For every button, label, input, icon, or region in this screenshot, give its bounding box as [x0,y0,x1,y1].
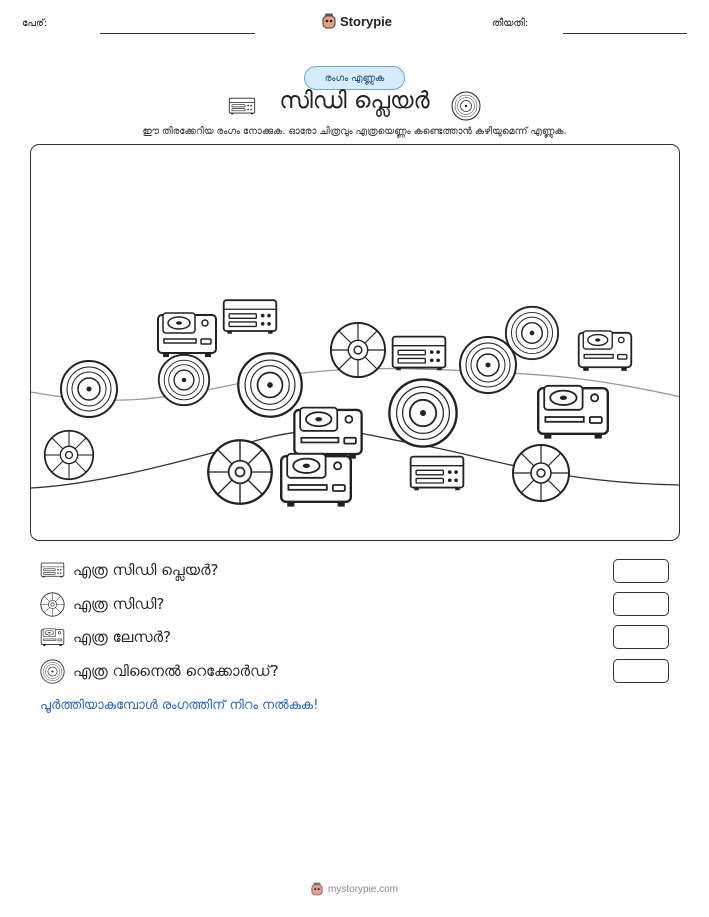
brand-logo [322,13,392,29]
question-cd-player [40,557,218,583]
footer [0,882,709,896]
coloring-note: പൂർത്തിയാകുമ്പോൾ രംഗത്തിന് നിറം നൽകുക! [40,698,319,713]
laser-player-icon [277,449,355,513]
page-title: സിഡി പ്ലെയർ [279,88,430,114]
cd-player-icon [389,333,449,377]
cd-icon [206,438,274,510]
cd-icon [43,429,95,485]
storypie-mascot-icon [322,13,336,29]
answer-box-cd[interactable] [613,592,669,616]
laser-player-icon [40,627,65,647]
vinyl-record-icon [157,353,211,411]
cd-player-icon [40,561,65,579]
question-vinyl [40,658,279,684]
cd-player-icon [221,296,279,341]
cd-icon [451,91,481,121]
vinyl-record-icon [504,305,560,365]
question-laser [40,624,171,650]
footer-url: mystorypie.com [327,883,398,895]
instructions: ഈ തിരക്കേറിയ രംഗം നോക്കുക. ഓരോ ചിത്രവും എത്രയെണ്ണം കണ്ടെത്താൻ കഴിയുമെന്ന് എണ്ണുക. [142,126,567,137]
date-line[interactable] [563,33,687,34]
brand-name: Storypie [340,13,393,29]
activity-badge: രംഗം എണ്ണുക [304,66,405,90]
cd-player-icon [407,453,467,497]
counting-scene [30,144,680,541]
date-label: തീയതി: [492,18,529,29]
question-text: എത്ര സിഡി? [73,595,165,613]
name-line[interactable] [100,33,255,34]
name-label: പേര്: [22,18,48,29]
cd-icon [40,592,65,617]
question-text: എത്ര വിനൈൽ റെക്കോർഡ്? [73,662,279,680]
cd-icon [511,443,571,507]
answer-box-laser[interactable] [613,625,669,649]
vinyl-record-icon [387,377,459,453]
question-text: എത്ര ലേസർ? [73,628,172,646]
vinyl-record-icon [59,359,119,423]
answer-box-cd-player[interactable] [613,559,669,583]
vinyl-record-icon [236,351,304,423]
laser-player-icon [533,381,613,445]
question-text: എത്ര സിഡി പ്ലെയർ? [73,561,219,579]
vinyl-record-icon [40,659,65,684]
answer-box-vinyl[interactable] [613,659,669,683]
laser-player-icon [576,327,634,377]
question-cd [40,591,164,617]
storypie-mascot-icon [311,882,323,896]
cd-icon [329,321,387,383]
